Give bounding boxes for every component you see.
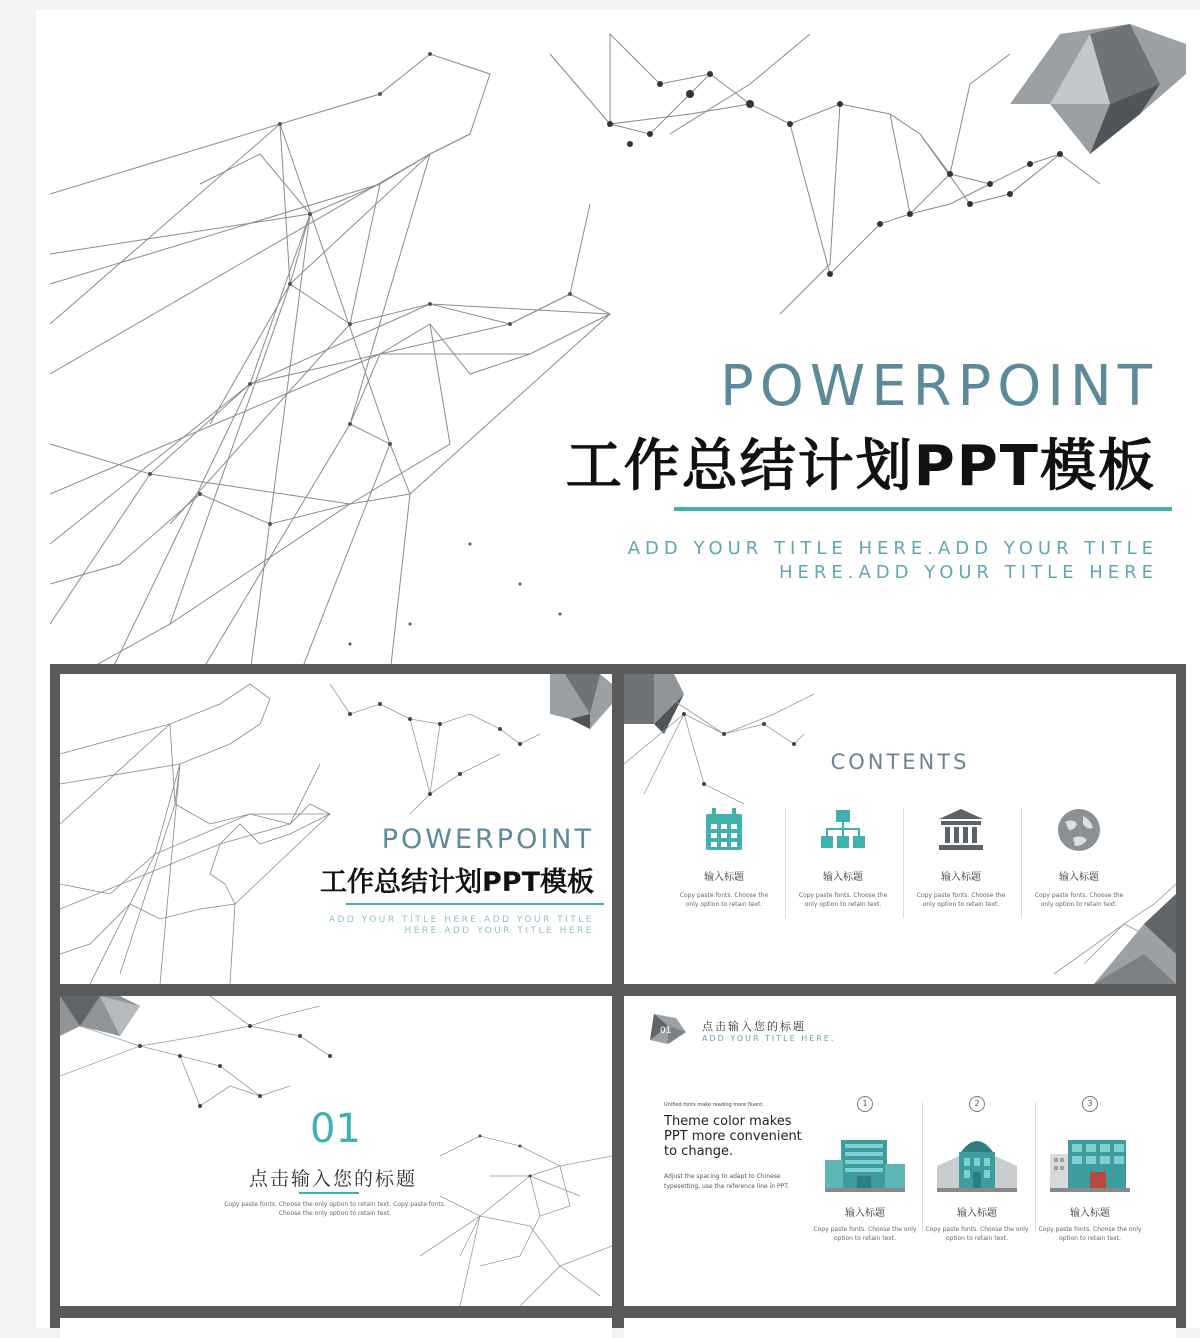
apartment-building-icon [1050, 1136, 1130, 1192]
contents-item[interactable] [906, 806, 1016, 909]
section-title: 点击输入您的标题 [248, 1168, 417, 1190]
item-label: 输入标题 [1059, 872, 1099, 883]
org-chart-icon [821, 810, 865, 850]
item-text: Copy paste fonts. Choose the only option to retain text. [916, 892, 1006, 908]
section-number: 01 [310, 1106, 361, 1152]
item-label: 输入标题 [941, 872, 981, 883]
item-text: Copy paste fonts. Choose the only option to retain text. [1038, 1226, 1142, 1242]
badge-number: 01 [660, 1026, 672, 1036]
item-label: 输入标题 [704, 872, 744, 883]
domed-building-icon [937, 1130, 1017, 1192]
contents-item[interactable] [669, 806, 779, 909]
step-number: 3 [1082, 1096, 1098, 1112]
contents-item[interactable] [1024, 806, 1134, 909]
item-label: 输入标题 [957, 1208, 997, 1219]
page [36, 10, 1200, 1328]
slide-heading-cn: 点击输入您的标题 [702, 1020, 806, 1033]
building-item[interactable] [923, 1096, 1031, 1243]
item-label: 输入标题 [845, 1208, 885, 1219]
slide-title-en: POWERPOINT [381, 824, 594, 855]
hero-slide[interactable] [50, 24, 1186, 674]
slide-subtitle: ADD YOUR TITLE HERE.ADD YOUR TITLE HERE.ADD YOUR TITLE HERE [328, 915, 594, 936]
divider [1021, 808, 1022, 918]
small-note: Unified fonts make reading more fluent. [664, 1102, 764, 1108]
item-text: Copy paste fonts. Choose the only option to retain text. [813, 1226, 917, 1242]
section-text: Copy paste fonts. Choose the only option to retain text. Copy paste fonts. Choose the only option to retain text. [224, 1201, 446, 1217]
item-text: Copy paste fonts. Choose the only option to retain text. [925, 1226, 1029, 1242]
slide-thumbnail-partial[interactable] [624, 1318, 1176, 1338]
calendar-icon [704, 808, 744, 852]
accent-line [346, 903, 604, 905]
slide-heading-en: ADD YOUR TITLE HERE. [702, 1034, 836, 1043]
item-text: Copy paste fonts. Choose the only option to retain text. [798, 892, 888, 908]
step-number: 2 [969, 1096, 985, 1112]
hero-subtitle: ADD YOUR TITLE HERE.ADD YOUR TITLE HERE.ADD YOUR TITLE HERE [627, 538, 1158, 583]
contents-title: CONTENTS [830, 750, 970, 774]
globe-icon [1057, 808, 1101, 852]
slide-title-cn: 工作总结计划PPT模板 [320, 867, 594, 898]
slide-thumbnail-cover[interactable] [60, 674, 612, 984]
divider [903, 808, 904, 918]
slide-thumbnail-grid [50, 664, 1186, 1328]
hero-title-en: POWERPOINT [720, 354, 1158, 419]
accent-line [299, 1192, 359, 1194]
theme-text: Theme color makes PPT more convenient to change. [664, 1114, 802, 1159]
divider [785, 808, 786, 918]
hero-accent-line [674, 507, 1172, 511]
bank-icon [939, 809, 983, 851]
office-building-icon [825, 1136, 905, 1192]
slide-thumbnail-section[interactable] [60, 996, 612, 1306]
item-label: 输入标题 [823, 872, 863, 883]
building-item[interactable] [811, 1096, 919, 1243]
item-text: Copy paste fonts. Choose the only option to retain text. [1034, 892, 1124, 908]
slide-thumbnail-contents[interactable] [624, 674, 1176, 984]
item-label: 输入标题 [1070, 1208, 1110, 1219]
contents-item[interactable] [788, 806, 898, 909]
step-number: 1 [857, 1096, 873, 1112]
item-text: Copy paste fonts. Choose the only option to retain text. [679, 892, 769, 908]
hero-title-cn: 工作总结计划PPT模板 [565, 434, 1156, 499]
building-item[interactable] [1036, 1096, 1144, 1243]
adjust-text: Adjust the spacing to adapt to Chinese typesetting, use the reference line in PPT. [664, 1173, 790, 1190]
slide-thumbnail-content[interactable] [624, 996, 1176, 1306]
slide-thumbnail-partial[interactable] [60, 1318, 612, 1338]
